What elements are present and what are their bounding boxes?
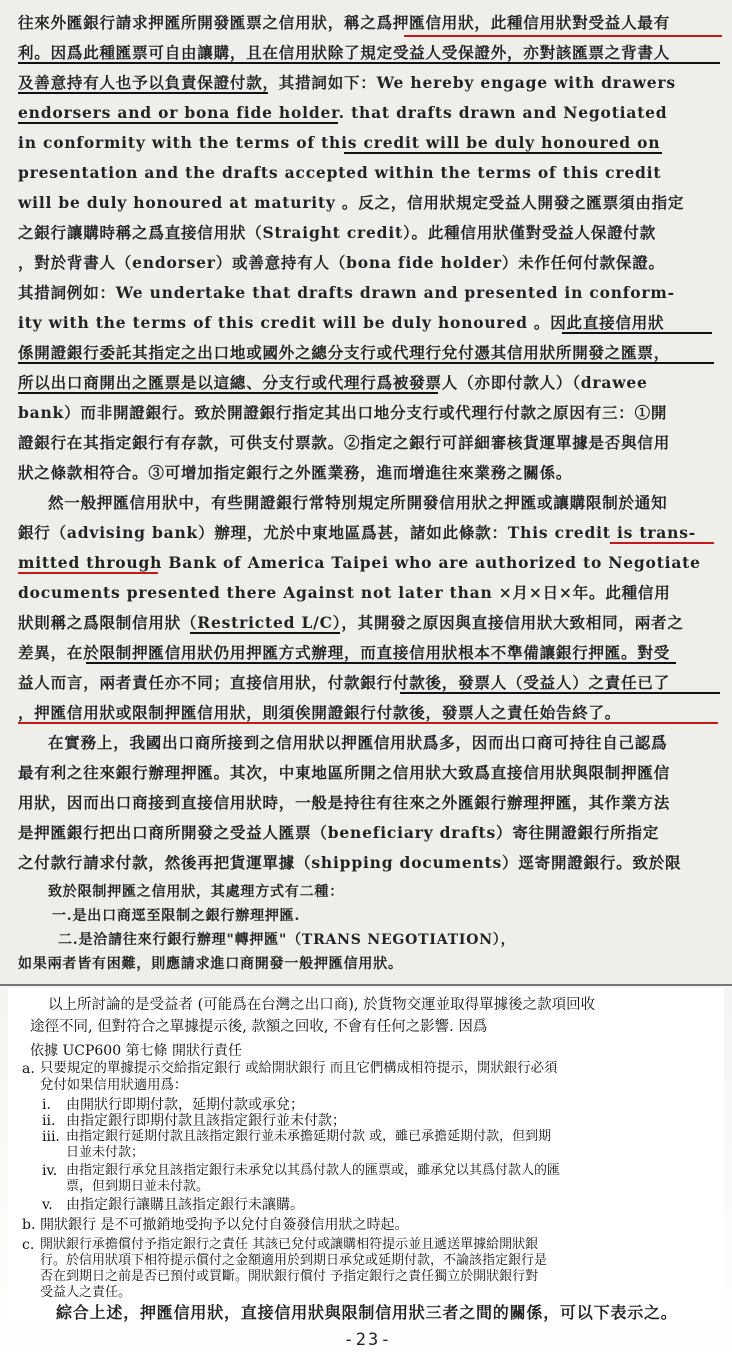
- clause-item-line: 由指定銀行承兌且該指定銀行未承兌以其爲付款人的匯票或，雖承兌以其爲付款人的匯: [66, 1163, 561, 1178]
- underline: [344, 152, 662, 154]
- scan-line: 益人而言，兩者責任亦不同；直接信用狀，付款銀行付款後，發票人（受益人）之責任已了: [18, 673, 671, 692]
- scan-line: 狀則稱之爲限制信用狀（Restricted L/C），其開發之原因與直接信用狀大致相同，兩者之: [18, 613, 684, 632]
- scan-tail-line: 二.是洽請往來行銀行辦理"轉押匯"（TRANS NEGOTIATION），: [58, 932, 516, 948]
- list-marker: v.: [42, 1197, 53, 1213]
- clause-item-line: 由指定銀行讓購且該指定銀行未讓購。: [66, 1197, 304, 1213]
- underline: [18, 392, 438, 394]
- page-number: -23-: [343, 1330, 393, 1350]
- scan-line: 所以出口商開出之匯票是以這總、分支行或代理行爲被發票人（亦即付款人）（drawee: [18, 373, 648, 392]
- scan-line: 銀行（advising bank）辦理，尤於中東地區爲甚，諸如此條款：This credit is trans-: [18, 523, 696, 542]
- underline: [18, 92, 268, 94]
- scan-line: 係開證銀行委託其指定之出口地或國外之總分支行或代理行兌付憑其信用狀所開發之匯票，: [18, 343, 671, 362]
- list-marker: i.: [42, 1097, 51, 1113]
- ucp600-block: [8, 988, 724, 1318]
- list-marker: c.: [22, 1237, 35, 1253]
- list-marker: b.: [22, 1217, 36, 1233]
- list-marker: iii.: [42, 1129, 60, 1145]
- scan-line: 狀之條款相符合。③可增加指定銀行之外匯業務，進而增進往來業務之關係。: [18, 463, 573, 482]
- intro-line: 以上所討論的是受益者 (可能爲在台灣之出口商), 於貨物交運並取得單據後之款項回收: [48, 997, 596, 1013]
- scan-line: in conformity with the terms of this credit will be duly honoured on: [18, 133, 661, 152]
- scan-line: endorsers and or bona fide holder. that drafts drawn and Negotiated: [18, 103, 668, 122]
- scan-line: 差異，在於限制押匯信用狀仍用押匯方式辦理，而直接信用狀根本不準備讓銀行押匯。對受: [18, 643, 671, 662]
- summary-line: 綜合上述，押匯信用狀，直接信用狀與限制信用狀三者之間的關係，可以下表示之。: [56, 1303, 678, 1322]
- underline: [190, 632, 340, 634]
- clause-item-line: 由指定銀行延期付款且該指定銀行並未承擔延期付款 或，雖已承擔延期付款，但到期: [66, 1129, 552, 1144]
- red-underline: [404, 35, 722, 37]
- red-underline: [610, 542, 714, 544]
- clause-c-line: 否在到期日之前是否已預付或買斷。開狀銀行償付 予指定銀行之責任獨立於開狀銀行對: [40, 1269, 539, 1284]
- scan-line: 在實務上，我國出口商所接到之信用狀以押匯信用狀爲多，因而出口商可持往自己認爲: [48, 733, 668, 752]
- scan-line: ，押匯信用狀或限制押匯信用狀，則須俟開證銀行付款後，發票人之責任始告終了。: [18, 703, 622, 722]
- scan-tail-line: 致於限制押匯之信用狀，其處理方式有二種：: [48, 884, 344, 900]
- scan-line: presentation and the drafts accepted within the terms of this credit: [18, 163, 662, 182]
- scan-tail-line: 一.是出口商逕至限制之銀行辦理押匯.: [52, 908, 301, 924]
- scan-line: bank）而非開證銀行。致於開證銀行指定其出口地分支行或代理行付款之原因有三：①開: [18, 403, 668, 422]
- scan-line: 及善意持有人也予以負責保證付款，其措詞如下：We hereby engage with drawers: [18, 73, 676, 92]
- clause-c-line: 開狀銀行承擔償付予指定銀行之責任 其該已兌付或讓購相符提示並且遞送單據給開狀銀: [40, 1237, 539, 1252]
- underline: [18, 362, 714, 364]
- underline: [400, 692, 720, 694]
- clause-item-line: 由指定銀行即期付款且該指定銀行並未付款；: [66, 1113, 346, 1129]
- scan-line: ，對於背書人（endorser）或善意持有人（bona fide holder）未作任何付款保證。: [18, 253, 665, 272]
- scan-line: 用狀，因而出口商接到直接信用狀時，一般是持往有往來之外匯銀行辦理押匯，其作業方法: [18, 793, 671, 812]
- clause-item-line: 日並未付款；: [66, 1145, 145, 1160]
- rule-title: 依據 UCP600 第七條 開狀行責任: [30, 1043, 243, 1059]
- underline: [18, 62, 720, 64]
- underline: [18, 122, 338, 124]
- scan-line: 之付款行請求付款，然後再把貨運單據（shipping documents）逕寄開證銀行。致於限: [18, 853, 682, 872]
- clause-c-line: 受益人之責任。: [40, 1285, 132, 1300]
- scan-line: 其措詞例如：We undertake that drafts drawn and presented in conform-: [18, 283, 675, 302]
- list-marker: a.: [22, 1061, 35, 1077]
- intro-line: 途徑不同, 但對符合之單據提示後, 款額之回收, 不會有任何之影響. 因爲: [30, 1019, 488, 1035]
- red-underline: [18, 572, 158, 574]
- scan-line: ity with the terms of this credit will be duly honoured 。因此直接信用狀: [18, 313, 665, 332]
- clause-c-line: 行。於信用狀項下相符提示償付之金額適用於到期日承兌或延期付款，不論該指定銀行是: [40, 1253, 548, 1268]
- clause-item-line: 票，但到期日並未付款。: [66, 1179, 210, 1194]
- scan-tail-line: 如果兩者皆有困難，則應請求進口商開發一般押匯信用狀。: [18, 956, 403, 972]
- clause-item-line: 由開狀行即期付款，延期付款或承兌；: [66, 1097, 304, 1113]
- scan-line: documents presented there Against not later than ×月×日×年。此種信用: [18, 583, 671, 602]
- scan-line: 往來外匯銀行請求押匯所開發匯票之信用狀，稱之爲押匯信用狀，此種信用狀對受益人最有: [18, 13, 671, 32]
- scan-line: 然一般押匯信用狀中，有些開證銀行常特別規定所開發信用狀之押匯或讓購限制於通知: [48, 493, 668, 512]
- scan-line: will be duly honoured at maturity 。反之，信用狀規定受益人開發之匯票須由指定: [18, 193, 685, 212]
- scan-line: 之銀行讓購時稱之爲直接信用狀（Straight credit）。此種信用狀僅對受益人保證付款: [18, 223, 657, 242]
- section-divider: [0, 984, 732, 986]
- list-marker: iv.: [42, 1163, 58, 1179]
- scan-line: mitted through Bank of America Taipei who are authorized to Negotiate: [18, 553, 701, 572]
- list-marker: ii.: [42, 1113, 56, 1129]
- scan-line: 是押匯銀行把出口商所開發之受益人匯票（beneficiary drafts）寄往開證銀行所指定: [18, 823, 660, 842]
- underline: [86, 662, 676, 664]
- clause-a-line: 兌付如果信用狀適用爲：: [40, 1078, 188, 1093]
- clause-a-line: 只要規定的單據提示交給指定銀行 或給開狀銀行 而且它們構成相符提示，開狀銀行必須: [40, 1061, 558, 1076]
- scan-line: 利。因爲此種匯票可自由讓購，且在信用狀除了規定受益人受保證外，亦對該匯票之背書人: [18, 43, 671, 62]
- scan-line: 最有利之往來銀行辦理押匯。其次，中東地區所開之信用狀大致爲直接信用狀與限制押匯信: [18, 763, 671, 782]
- clause-b-line: 開狀銀行 是不可撤銷地受拘予以兌付自簽發信用狀之時起。: [40, 1217, 409, 1233]
- underline: [562, 332, 712, 334]
- red-underline: [18, 722, 718, 724]
- scan-line: 證銀行在其指定銀行有存款，可供支付票款。②指定之銀行可詳細審核貨運單據是否與信用: [18, 433, 671, 452]
